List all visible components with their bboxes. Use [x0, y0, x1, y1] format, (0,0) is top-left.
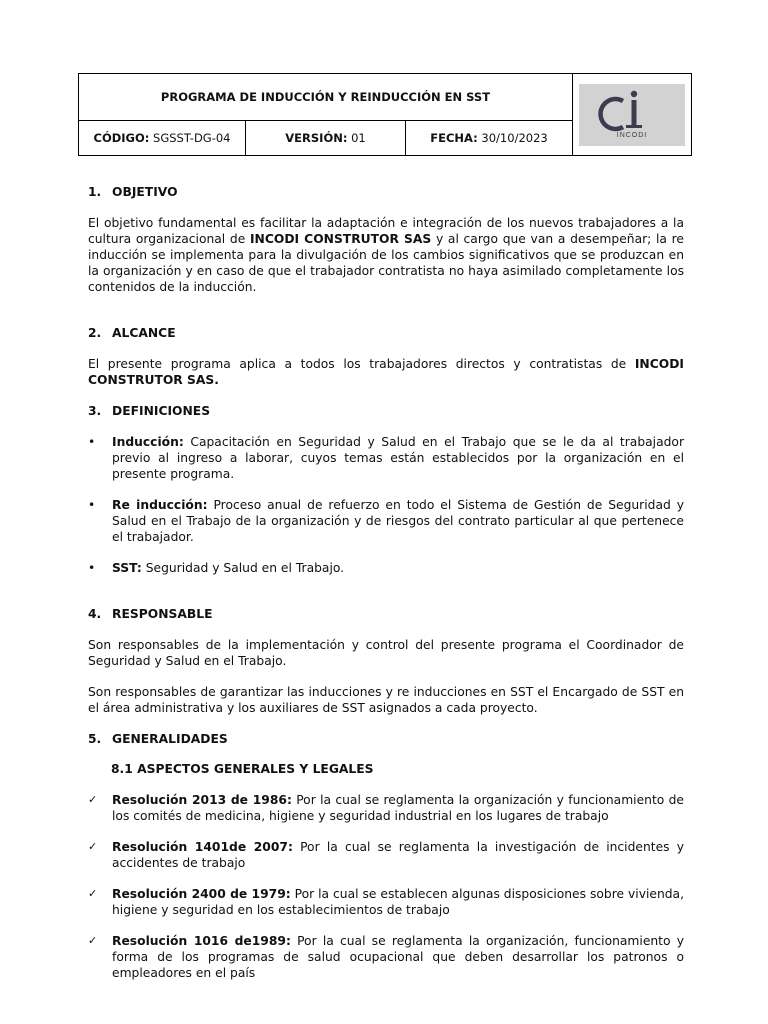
section-heading-alcance: 2. ALCANCE [88, 326, 176, 340]
version-value: 01 [351, 131, 366, 145]
section-heading-generalidades: 5. GENERALIDADES [88, 732, 228, 746]
subsection-heading: 8.1 ASPECTOS GENERALES Y LEGALES [111, 762, 374, 776]
section-heading-responsable: 4. RESPONSABLE [88, 607, 213, 621]
section-heading-objetivo: 1. OBJETIVO [88, 185, 178, 199]
version-label: VERSIÓN: [285, 131, 348, 145]
document-header-table [78, 73, 692, 156]
legal-item: ✓ Resolución 2013 de 1986: Por la cual se reglamenta la organización y funcionamiento de los comités de medicina, higiene y seguridad industrial en los lugares de trabajo [88, 793, 684, 823]
codigo-label: CÓDIGO: [93, 131, 150, 145]
bullet-icon: • [88, 498, 96, 512]
fecha-label: FECHA: [430, 131, 478, 145]
document-body [88, 184, 684, 981]
definition-item: • Re inducción: Proceso anual de refuerzo en todo el Sistema de Gestión de Seguridad y Salud en el Trabajo de la organización y de riesgos del contrato particular al que pertenece el trabajador. [88, 498, 684, 544]
responsable-paragraph-2: Son responsables de garantizar las inducciones y re inducciones en SST el Encargado de SST en el área administrativa y los auxiliares de SST asignados a cada proyecto. [88, 685, 684, 715]
responsable-paragraph-1: Son responsables de la implementación y control del presente programa el Coordinador de Seguridad y Salud en el Trabajo. [88, 638, 684, 668]
checkmark-icon: ✓ [88, 840, 98, 853]
checkmark-icon: ✓ [88, 793, 98, 806]
codigo-value: SGSST-DG-04 [153, 131, 231, 145]
definition-item: • SST: Seguridad y Salud en el Trabajo. [88, 561, 345, 575]
legal-item: ✓ Resolución 1016 de1989: Por la cual se reglamenta la organización, funcionamiento y forma de los programas de salud ocupacional que deben desarrollar los patronos o empleadores en el país [88, 934, 684, 980]
definition-item: • Inducción: Capacitación en Seguridad y Salud en el Trabajo que se le da al trabajador previo al ingreso a laborar, cuyos temas están establecidos por la organización en el presente programa. [88, 435, 684, 481]
codigo-cell [79, 121, 246, 156]
fecha-value: 30/10/2023 [481, 131, 548, 145]
version-cell [246, 121, 406, 156]
bullet-icon: • [88, 561, 96, 575]
section-heading-definiciones: 3. DEFINICIONES [88, 404, 211, 418]
logo-cell [573, 74, 692, 156]
legal-item: ✓ Resolución 1401de 2007: Por la cual se reglamenta la investigación de incidentes y accidentes de trabajo [88, 840, 685, 870]
checkmark-icon: ✓ [88, 934, 98, 947]
logo-text: INCODI [616, 131, 648, 139]
bullet-icon: • [88, 435, 96, 449]
checkmark-icon: ✓ [88, 887, 98, 900]
legal-item: ✓ Resolución 2400 de 1979: Por la cual se establecen algunas disposiciones sobre vivienda, higiene y seguridad en los establecimientos de trabajo [88, 887, 684, 917]
document-title: PROGRAMA DE INDUCCIÓN Y REINDUCCIÓN EN SST [79, 74, 573, 121]
incodi-logo [579, 84, 685, 146]
objetivo-paragraph: El objetivo fundamental es facilitar la adaptación e integración de los nuevos trabajadores a la cultura organizacional de INCODI CONSTRUTOR SAS y al cargo que van a desempeñar; la re inducción se implementa para la divulgación de los cambios significativos que se produzcan en la organización y en caso de que el trabajador contratista no haya asimilado completamente los contenidos de la inducción. [88, 216, 684, 294]
alcance-paragraph: El presente programa aplica a todos los trabajadores directos y contratistas de INCODI CONSTRUTOR SAS. [88, 357, 684, 387]
fecha-cell [406, 121, 573, 156]
